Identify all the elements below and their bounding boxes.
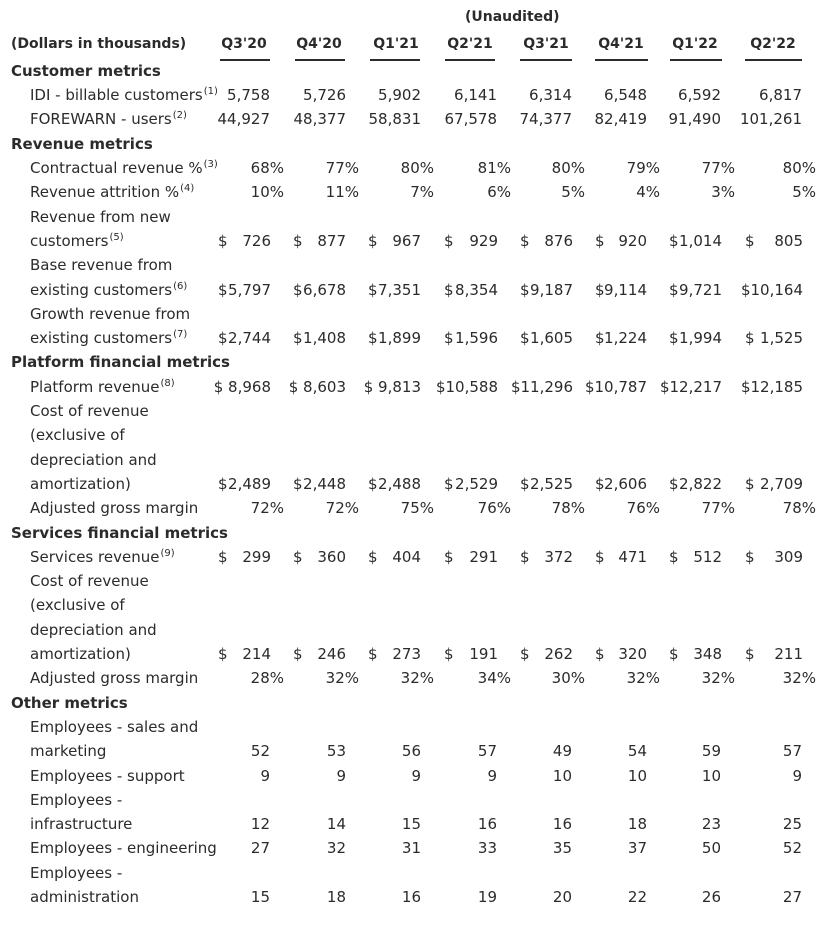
cell-idi: 6,548 <box>604 86 647 104</box>
currency-symbol: $ <box>595 281 605 299</box>
cell-emp-support: 10 <box>701 767 721 785</box>
cell-base-revenue: 6,678 <box>303 281 346 299</box>
cell-services-margin: 32% <box>626 669 660 687</box>
currency-symbol: $ <box>745 329 755 347</box>
row-label-new-customers-l2: customers$^{(5)}$ <box>30 232 124 250</box>
quarter-underline <box>445 59 495 61</box>
cell-emp-sales: 54 <box>627 742 647 760</box>
cell-platform-cost: 2,448 <box>303 475 346 493</box>
currency-symbol: $ <box>444 329 454 347</box>
cell-platform-revenue: $ 8,603 <box>288 378 346 396</box>
currency-symbol: $ <box>595 548 605 566</box>
cell-base-revenue: $10,164 <box>740 281 803 299</box>
currency-symbol: $ <box>520 329 530 347</box>
cell-forewarn: 91,490 <box>668 110 721 128</box>
cell-contractual: 77% <box>701 159 735 177</box>
currency-symbol: $ <box>520 645 530 663</box>
cell-new-customers: 805 <box>774 232 803 250</box>
cell-emp-sales: 53 <box>326 742 346 760</box>
cell-attrition: 5% <box>561 183 585 201</box>
row-label-base-revenue-l2: existing customers$^{(6)}$ <box>30 281 188 299</box>
cell-platform-cost: 2,822 <box>679 475 722 493</box>
cell-services-cost: 246 <box>317 645 346 663</box>
cell-new-customers: 877 <box>317 232 346 250</box>
row-label-emp-infra-l1: Employees - <box>30 791 123 809</box>
quarter-header: Q4'21 <box>598 36 644 52</box>
cell-emp-sales: 49 <box>552 742 572 760</box>
cell-platform-margin: 72% <box>325 499 359 517</box>
cell-idi: 6,141 <box>454 86 497 104</box>
cell-services-margin: 32% <box>701 669 735 687</box>
cell-platform-revenue: $11,296 <box>510 378 573 396</box>
cell-platform-margin: 78% <box>551 499 585 517</box>
cell-contractual: 68% <box>250 159 284 177</box>
cell-platform-revenue: $ 8,968 <box>213 378 271 396</box>
cell-new-customers: 876 <box>544 232 573 250</box>
section-revenue-metrics: Revenue metrics <box>11 135 153 153</box>
unaudited-header: (Unaudited) <box>465 9 560 25</box>
currency-symbol: $ <box>595 475 605 493</box>
cell-contractual: 81% <box>477 159 511 177</box>
cell-emp-eng: 27 <box>250 839 270 857</box>
quarter-header: Q3'20 <box>221 36 267 52</box>
cell-platform-revenue: $10,787 <box>584 378 647 396</box>
cell-platform-margin: 76% <box>626 499 660 517</box>
row-label-services-cost-l3: depreciation and <box>30 621 157 639</box>
cell-platform-margin: 72% <box>250 499 284 517</box>
cell-emp-sales: 59 <box>701 742 721 760</box>
cell-services-revenue: 512 <box>693 548 722 566</box>
cell-platform-cost: 2,488 <box>378 475 421 493</box>
row-label-services-cost-l2: (exclusive of <box>30 596 125 614</box>
row-label-platform-cost-l1: Cost of revenue <box>30 402 149 420</box>
cell-services-cost: 320 <box>618 645 647 663</box>
quarter-header: Q3'21 <box>523 36 569 52</box>
row-label-emp-sales-l2: marketing <box>30 742 107 760</box>
cell-idi: 6,314 <box>529 86 572 104</box>
row-label-emp-infra-l2: infrastructure <box>30 815 133 833</box>
cell-services-revenue: 299 <box>242 548 271 566</box>
cell-growth-revenue: 1,596 <box>455 329 498 347</box>
currency-symbol: $ <box>218 475 228 493</box>
cell-services-cost: 214 <box>242 645 271 663</box>
currency-symbol: $ <box>293 548 303 566</box>
cell-emp-infra: 14 <box>326 815 346 833</box>
cell-growth-revenue: 2,744 <box>228 329 271 347</box>
currency-symbol: $ <box>293 645 303 663</box>
currency-symbol: $ <box>595 645 605 663</box>
currency-symbol: $ <box>368 281 378 299</box>
currency-symbol: $ <box>218 329 228 347</box>
cell-forewarn: 44,927 <box>217 110 270 128</box>
currency-symbol: $ <box>444 548 454 566</box>
cell-emp-support: 10 <box>552 767 572 785</box>
row-label-idi: IDI - billable customers$^{(1)}$ <box>30 86 218 104</box>
cell-attrition: 4% <box>636 183 660 201</box>
quarter-header: Q1'21 <box>373 36 419 52</box>
row-label-growth-revenue-l1: Growth revenue from <box>30 305 191 323</box>
currency-symbol: $ <box>444 475 454 493</box>
cell-emp-sales: 57 <box>477 742 497 760</box>
cell-emp-eng: 37 <box>627 839 647 857</box>
currency-symbol: $ <box>745 232 755 250</box>
cell-platform-cost: 2,525 <box>530 475 573 493</box>
cell-new-customers: 929 <box>469 232 498 250</box>
cell-emp-support: 9 <box>792 767 802 785</box>
cell-platform-margin: 76% <box>477 499 511 517</box>
row-label-emp-admin-l1: Employees - <box>30 864 123 882</box>
cell-base-revenue: 9,187 <box>530 281 573 299</box>
row-label-emp-support: Employees - support <box>30 767 185 785</box>
currency-symbol: $ <box>520 475 530 493</box>
cell-new-customers: 1,014 <box>679 232 722 250</box>
quarter-underline <box>295 59 345 61</box>
cell-emp-eng: 52 <box>782 839 802 857</box>
cell-forewarn: 74,377 <box>519 110 572 128</box>
cell-emp-support: 9 <box>487 767 497 785</box>
cell-emp-admin: 20 <box>552 888 572 906</box>
cell-services-margin: 32% <box>400 669 434 687</box>
cell-contractual: 77% <box>325 159 359 177</box>
section-other-metrics: Other metrics <box>11 694 128 712</box>
cell-forewarn: 67,578 <box>444 110 497 128</box>
cell-contractual: 79% <box>626 159 660 177</box>
quarter-underline <box>370 59 420 61</box>
currency-symbol: $ <box>669 329 679 347</box>
cell-emp-eng: 35 <box>552 839 572 857</box>
cell-services-revenue: 372 <box>544 548 573 566</box>
currency-symbol: $ <box>218 232 228 250</box>
cell-growth-revenue: 1,994 <box>679 329 722 347</box>
section-customer-metrics: Customer metrics <box>11 62 161 80</box>
currency-symbol: $ <box>293 329 303 347</box>
cell-services-revenue: 471 <box>618 548 647 566</box>
dollars-label: (Dollars in thousands) <box>11 36 187 52</box>
row-label-services-margin: Adjusted gross margin <box>30 669 199 687</box>
currency-symbol: $ <box>669 475 679 493</box>
currency-symbol: $ <box>669 645 679 663</box>
cell-new-customers: 920 <box>618 232 647 250</box>
cell-services-revenue: 291 <box>469 548 498 566</box>
currency-symbol: $ <box>293 281 303 299</box>
cell-attrition: 3% <box>711 183 735 201</box>
currency-symbol: $ <box>520 232 530 250</box>
cell-forewarn: 82,419 <box>594 110 647 128</box>
cell-forewarn: 48,377 <box>293 110 346 128</box>
cell-emp-support: 9 <box>260 767 270 785</box>
currency-symbol: $ <box>218 548 228 566</box>
cell-emp-eng: 31 <box>401 839 421 857</box>
quarter-underline <box>670 59 722 61</box>
row-label-forewarn: FOREWARN - users$^{(2)}$ <box>30 110 187 128</box>
cell-services-margin: 32% <box>782 669 816 687</box>
cell-emp-infra: 18 <box>627 815 647 833</box>
cell-idi: 5,726 <box>303 86 346 104</box>
cell-services-cost: 262 <box>544 645 573 663</box>
quarter-underline <box>220 59 270 61</box>
section-platform-financial-metrics: Platform financial metrics <box>11 353 230 371</box>
row-label-services-revenue: Services revenue$^{(9)}$ <box>30 548 175 566</box>
cell-emp-sales: 52 <box>250 742 270 760</box>
cell-emp-admin: 16 <box>401 888 421 906</box>
cell-base-revenue: 9,114 <box>604 281 647 299</box>
currency-symbol: $ <box>669 232 679 250</box>
cell-emp-infra: 16 <box>477 815 497 833</box>
cell-new-customers: 726 <box>242 232 271 250</box>
cell-attrition: 5% <box>792 183 816 201</box>
row-label-new-customers-l1: Revenue from new <box>30 208 171 226</box>
currency-symbol: $ <box>293 475 303 493</box>
quarter-underline <box>745 59 802 61</box>
cell-emp-eng: 32 <box>326 839 346 857</box>
cell-emp-eng: 50 <box>701 839 721 857</box>
currency-symbol: $ <box>444 281 454 299</box>
currency-symbol: $ <box>669 281 679 299</box>
cell-emp-sales: 57 <box>782 742 802 760</box>
row-label-attrition: Revenue attrition %$^{(4)}$ <box>30 183 195 201</box>
currency-symbol: $ <box>595 329 605 347</box>
cell-emp-infra: 25 <box>782 815 802 833</box>
cell-services-revenue: 360 <box>317 548 346 566</box>
cell-attrition: 7% <box>410 183 434 201</box>
cell-growth-revenue: 1,408 <box>303 329 346 347</box>
cell-emp-support: 9 <box>411 767 421 785</box>
cell-emp-admin: 22 <box>627 888 647 906</box>
cell-emp-infra: 16 <box>552 815 572 833</box>
cell-attrition: 11% <box>325 183 359 201</box>
cell-growth-revenue: 1,224 <box>604 329 647 347</box>
cell-base-revenue: 7,351 <box>378 281 421 299</box>
currency-symbol: $ <box>218 281 228 299</box>
cell-emp-infra: 12 <box>250 815 270 833</box>
cell-services-cost: 348 <box>693 645 722 663</box>
cell-base-revenue: 8,354 <box>455 281 498 299</box>
cell-contractual: 80% <box>551 159 585 177</box>
cell-emp-support: 10 <box>627 767 647 785</box>
currency-symbol: $ <box>368 329 378 347</box>
currency-symbol: $ <box>444 232 454 250</box>
cell-services-cost: 211 <box>774 645 803 663</box>
quarter-header: Q1'22 <box>672 36 718 52</box>
currency-symbol: $ <box>745 475 755 493</box>
cell-emp-admin: 26 <box>701 888 721 906</box>
cell-emp-sales: 56 <box>401 742 421 760</box>
cell-emp-infra: 23 <box>701 815 721 833</box>
currency-symbol: $ <box>368 232 378 250</box>
currency-symbol: $ <box>669 548 679 566</box>
row-label-platform-cost-l4: amortization) <box>30 475 131 493</box>
row-label-growth-revenue-l2: existing customers$^{(7)}$ <box>30 329 188 347</box>
row-label-platform-revenue: Platform revenue$^{(8)}$ <box>30 378 175 396</box>
cell-platform-cost: 2,529 <box>455 475 498 493</box>
currency-symbol: $ <box>293 232 303 250</box>
cell-platform-revenue: $10,588 <box>435 378 498 396</box>
cell-services-margin: 28% <box>250 669 284 687</box>
cell-platform-revenue: $12,217 <box>659 378 722 396</box>
currency-symbol: $ <box>368 548 378 566</box>
row-label-contractual: Contractual revenue %$^{(3)}$ <box>30 159 218 177</box>
cell-base-revenue: 5,797 <box>228 281 271 299</box>
cell-idi: 6,817 <box>759 86 802 104</box>
row-label-emp-eng: Employees - engineering <box>30 839 217 857</box>
cell-growth-revenue: 1,605 <box>530 329 573 347</box>
cell-platform-revenue: $12,185 <box>740 378 803 396</box>
cell-platform-cost: 2,489 <box>228 475 271 493</box>
cell-emp-admin: 18 <box>326 888 346 906</box>
cell-services-revenue: 404 <box>392 548 421 566</box>
cell-base-revenue: 9,721 <box>679 281 722 299</box>
currency-symbol: $ <box>368 645 378 663</box>
cell-platform-margin: 75% <box>400 499 434 517</box>
row-label-platform-cost-l3: depreciation and <box>30 451 157 469</box>
quarter-underline <box>595 59 648 61</box>
cell-services-cost: 191 <box>469 645 498 663</box>
cell-growth-revenue: 1,525 <box>760 329 803 347</box>
cell-new-customers: 967 <box>392 232 421 250</box>
cell-services-cost: 273 <box>392 645 421 663</box>
currency-symbol: $ <box>444 645 454 663</box>
cell-emp-admin: 19 <box>477 888 497 906</box>
cell-idi: 5,758 <box>227 86 270 104</box>
cell-idi: 6,592 <box>678 86 721 104</box>
row-label-emp-sales-l1: Employees - sales and <box>30 718 199 736</box>
quarter-underline <box>520 59 572 61</box>
currency-symbol: $ <box>368 475 378 493</box>
cell-forewarn: 58,831 <box>368 110 421 128</box>
cell-platform-cost: 2,709 <box>760 475 803 493</box>
cell-platform-cost: 2,606 <box>604 475 647 493</box>
cell-contractual: 80% <box>400 159 434 177</box>
cell-emp-admin: 27 <box>782 888 802 906</box>
currency-symbol: $ <box>745 645 755 663</box>
cell-emp-eng: 33 <box>477 839 497 857</box>
row-label-platform-cost-l2: (exclusive of <box>30 426 125 444</box>
cell-forewarn: 101,261 <box>739 110 802 128</box>
row-label-services-cost-l4: amortization) <box>30 645 131 663</box>
cell-contractual: 80% <box>782 159 816 177</box>
cell-services-margin: 30% <box>551 669 585 687</box>
cell-attrition: 10% <box>250 183 284 201</box>
cell-platform-revenue: $ 9,813 <box>363 378 421 396</box>
row-label-services-cost-l1: Cost of revenue <box>30 572 149 590</box>
cell-attrition: 6% <box>487 183 511 201</box>
cell-emp-support: 9 <box>336 767 346 785</box>
cell-services-margin: 32% <box>325 669 359 687</box>
currency-symbol: $ <box>218 645 228 663</box>
row-label-base-revenue-l1: Base revenue from <box>30 256 173 274</box>
cell-platform-margin: 77% <box>701 499 735 517</box>
currency-symbol: $ <box>595 232 605 250</box>
quarter-header: Q4'20 <box>296 36 342 52</box>
currency-symbol: $ <box>520 548 530 566</box>
cell-emp-admin: 15 <box>250 888 270 906</box>
cell-emp-infra: 15 <box>401 815 421 833</box>
quarter-header: Q2'21 <box>447 36 493 52</box>
row-label-emp-admin-l2: administration <box>30 888 139 906</box>
cell-services-revenue: 309 <box>774 548 803 566</box>
currency-symbol: $ <box>745 548 755 566</box>
row-label-platform-margin: Adjusted gross margin <box>30 499 199 517</box>
cell-idi: 5,902 <box>378 86 421 104</box>
cell-services-margin: 34% <box>477 669 511 687</box>
cell-growth-revenue: 1,899 <box>378 329 421 347</box>
cell-platform-margin: 78% <box>782 499 816 517</box>
currency-symbol: $ <box>520 281 530 299</box>
section-services-financial-metrics: Services financial metrics <box>11 524 228 542</box>
quarter-header: Q2'22 <box>750 36 796 52</box>
